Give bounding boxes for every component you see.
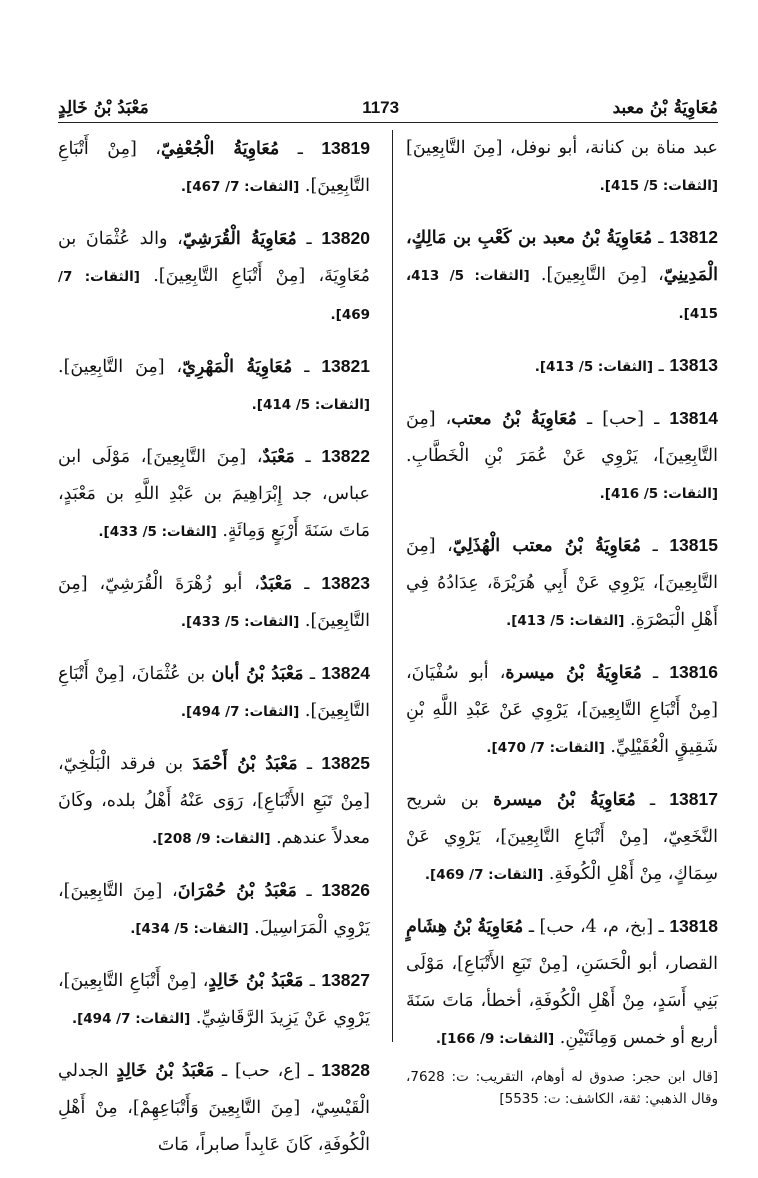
- entry: 13828 ـ [ع، حب] ـ مَعْبَدُ بْنُ خَالِدٍ الجدلي الْقَيْسِيّ، [مِنَ التَّابِعِينَ وَأَتْبَاعِهِمْ]، مِنْ أَهْلِ الْكُوفَةِ، كَانَ عَابِداً صابراً، مَاتَ: [58, 1060, 370, 1155]
- entry: 13827 ـ مَعْبَدُ بْنُ خَالِدٍ، [مِنْ أَتْبَاعِ التَّابِعِينَ]، يَرْوِي عَنْ يَزِيدَ الرَّقَاشِيِّ. [الثقات: 7/ 494].: [58, 970, 370, 1028]
- entry-number: 13814: [669, 408, 719, 428]
- entry-number: 13824: [321, 663, 370, 683]
- entry-source: [الثقات: 5/ 416].: [599, 486, 718, 502]
- entry-name: مُعَاوِيَةُ بْنُ معبد بن كَعْبِ بن مَالِكٍ، الْمَدِينِيّ: [406, 228, 718, 285]
- entry-number: 13828: [321, 1060, 370, 1080]
- entry-text: ، [مِنْ أَتْبَاعِ التَّابِعِينَ].: [58, 139, 370, 196]
- entry-source: [الثقات: 7/ 470].: [486, 740, 605, 756]
- entry-source: [الثقات: 5/ 415].: [599, 178, 718, 194]
- entry: 13825 ـ مَعْبَدُ بْنُ أَحْمَدَ بن فرقد الْبَلْخِيّ، [مِنْ تَبَعِ الأَتْبَاعِ]، رَوَى عَنْهُ أَهْلُ بلده، وكَانَ معدلاً عندهم. [الثقات: 9/ 208].: [58, 753, 370, 848]
- header-right-title: مُعَاوِيَةُ بْنُ معبد: [612, 98, 718, 118]
- entry-source: [الثقات: 5/ 414].: [251, 397, 370, 413]
- entry: 13823 ـ مَعْبَدٌ، أبو زُهْرَةَ الْقُرَشِيّ، [مِنَ التَّابِعِينَ]. [الثقات: 5/ 433].: [58, 573, 370, 631]
- entry-text: الجدلي الْقَيْسِيّ، [مِنَ التَّابِعِينَ وَأَتْبَاعِهِمْ]، مِنْ أَهْلِ الْكُوفَةِ، كَانَ عَابِداً صابراً، مَاتَ: [58, 1061, 370, 1155]
- entry: 13816 ـ مُعَاوِيَةُ بْنُ ميسرة، أبو سُفْيَانَ، [مِنْ أَتْبَاعِ التَّابِعِينَ]، يَرْوِي عَنْ عَبْدِ اللَّهِ بْنِ شَقِيقٍ الْعُقَيْلِيِّ. [الثقات: 7/ 470].: [406, 662, 718, 757]
- entry-name: مَعْبَدُ بْنُ أَحْمَدَ: [192, 754, 298, 774]
- entry-number: 13813: [669, 355, 718, 375]
- entry-source: [الثقات: 7/ 469].: [58, 269, 370, 323]
- entry-codes: [حب]: [602, 409, 644, 429]
- entry-name: مُعَاوِيَةُ الْقُرَشِيّ: [182, 229, 297, 249]
- entry: 13822 ـ مَعْبَدٌ، [مِنَ التَّابِعِينَ]، مَوْلَى ابن عباس، جد إِبْرَاهِيمَ بن عَبْدِ اللَّهِ بن مَعْبَدٍ، مَاتَ سَنَةَ أَرْبَعٍ وَمِائَةٍ. [الثقات: 5/ 433].: [58, 446, 370, 541]
- entry-source: [الثقات: 5/ 433].: [98, 524, 217, 540]
- entry: 13814 ـ [حب] ـ مُعَاوِيَةُ بْنُ معتب، [مِنَ التَّابِعِينَ]، يَرْوِي عَنْ عُمَرَ بْنِ الْخَطَّابِ. [الثقات: 5/ 416].: [406, 408, 719, 502]
- entry-source: [الثقات: 5/ 434].: [130, 921, 249, 937]
- entry-source: [الثقات: 5/ 413].: [506, 613, 625, 629]
- entry-text: القصار، أبو الْحَسَنِ، [مِنْ تَبَعِ الأَتْبَاعِ]، مَوْلَى بَنِي أَسَدٍ، مِنْ أَهْلِ الْكُوفَةِ، أخطأ، مَاتَ سَنَةَ أربع أو خمس وَمِائَتَيْنِ.: [406, 954, 718, 1048]
- entry-number: 13827: [321, 970, 370, 990]
- entry: [406, 130, 718, 205]
- entry-name: مُعَاوِيَةُ بْنُ معتب الْهُذَلِيّ: [452, 536, 641, 556]
- entry-text: ، [مِنَ التَّابِعِينَ]، يَرْوِي عَنْ أَبِي هُرَيْرَةَ، عِدَادُهُ فِي أَهْلِ الْبَصْرَةِ.: [406, 536, 718, 630]
- entry-name: مُعَاوِيَةُ الْمَهْرِيّ: [182, 357, 293, 377]
- entry-codes: [بخ، م، 4، حب]: [539, 917, 654, 937]
- entry-number: 13815: [669, 535, 718, 555]
- entry-name: مَعْبَدُ بْنُ خَالِدٍ: [208, 971, 304, 991]
- entry-source: [الثقات: 5/ 413، 415].: [406, 268, 718, 322]
- column-divider: [392, 130, 393, 1042]
- entry: 13820 ـ مُعَاوِيَةُ الْقُرَشِيّ، والد عُثْمَانَ بن مُعَاوِيَةَ، [مِنْ أَتْبَاعِ التَّابِعِينَ]. [الثقات: 7/ 469].: [58, 228, 370, 323]
- entry-name: مُعَاوِيَةُ بْنُ ميسرة: [493, 790, 636, 810]
- entry-text: ، [مِنَ التَّابِعِينَ].: [58, 357, 183, 377]
- entry-number: 13819: [321, 138, 370, 158]
- entry-text: ، [مِنَ التَّابِعِينَ]، يَرْوِي عَنْ عُمَرَ بْنِ الْخَطَّابِ.: [406, 409, 718, 466]
- entry-source: [الثقات: 7/ 467].: [180, 179, 300, 195]
- entry: 13826 ـ مَعْبَدُ بْنُ حُمْرَانَ، [مِنَ التَّابِعِينَ]، يَرْوِي الْمَرَاسِيلَ. [الثقات: 5/ 434].: [58, 880, 370, 938]
- entry-source: [الثقات: 9/ 166].: [435, 1031, 555, 1047]
- entry-text: ، [مِنَ التَّابِعِينَ].: [540, 265, 664, 285]
- entry-source: [الثقات: 9/ 208].: [152, 831, 271, 847]
- entry-number: 13820: [321, 228, 370, 248]
- entry-number: 13821: [321, 356, 370, 376]
- entry-text: بن شريح النَّخَعِيّ، [مِنْ أَتْبَاعِ التَّابِعِينَ]، يَرْوِي عَنْ سِمَاكٍ، مِنْ أَهْلِ الْكُوفَةِ.: [406, 790, 718, 884]
- entry-name: مُعَاوِيَةُ بْنُ معتب: [451, 409, 577, 429]
- entry: 13819 ـ مُعَاوِيَةُ الْجُعْفِيّ، [مِنْ أَتْبَاعِ التَّابِعِينَ]. [الثقات: 7/ 467].: [58, 138, 370, 196]
- entry-number: 13825: [321, 753, 370, 773]
- entry: 13813 ـ [الثقات: 5/ 413].: [534, 355, 718, 376]
- entry-text: ، [مِنَ التَّابِعِينَ]، مَوْلَى ابن عباس، جد إِبْرَاهِيمَ بن عَبْدِ اللَّهِ بن مَعْبَدٍ، مَاتَ سَنَةَ أَرْبَعٍ وَمِائَةٍ.: [58, 447, 370, 541]
- entry-source: [الثقات: 5/ 433].: [180, 614, 300, 630]
- entry-number: 13816: [669, 662, 718, 682]
- entry: 13815 ـ مُعَاوِيَةُ بْنُ معتب الْهُذَلِيّ، [مِنَ التَّابِعِينَ]، يَرْوِي عَنْ أَبِي هُرَيْرَةَ، عِدَادُهُ فِي أَهْلِ الْبَصْرَةِ. [الثقات: 5/ 413].: [406, 535, 718, 630]
- entry-source: [الثقات: 7/ 494].: [180, 704, 300, 720]
- entry-name: مَعْبَدُ بْنُ أبان: [211, 664, 304, 684]
- entry-source: [الثقات: 7/ 469].: [424, 867, 544, 883]
- entry-number: 13812: [669, 227, 718, 247]
- entry-codes: [ع، حب]: [234, 1061, 301, 1081]
- left-column: [58, 130, 370, 1178]
- entry-number: 13826: [321, 880, 370, 900]
- entry-name: مَعْبَدٌ: [262, 447, 295, 467]
- entry-number: 13823: [321, 573, 370, 593]
- entry-text: بن عُثْمَانَ، [مِنْ أَتْبَاعِ التَّابِعِينَ].: [58, 664, 370, 721]
- entry-name: مُعَاوِيَةُ بْنُ ميسرة: [505, 663, 642, 683]
- entry: 13812 ـ مُعَاوِيَةُ بْنُ معبد بن كَعْبِ بن مَالِكٍ، الْمَدِينِيّ، [مِنَ التَّابِعِينَ]. [الثقات: 5/ 413، 415].: [406, 227, 718, 322]
- page-header: [58, 82, 718, 123]
- entry-source: [الثقات: 5/ 413].: [534, 359, 654, 375]
- entry-name: مَعْبَدٌ: [259, 574, 293, 594]
- entry: 13821 ـ مُعَاوِيَةُ الْمَهْرِيّ، [مِنَ التَّابِعِينَ]. [الثقات: 5/ 414].: [58, 356, 370, 413]
- entry-text: ، أبو زُهْرَةَ الْقُرَشِيّ، [مِنَ التَّابِعِينَ].: [58, 574, 370, 631]
- page-number: 1173: [362, 98, 400, 117]
- right-column: [406, 130, 718, 1110]
- entry: 13824 ـ مَعْبَدُ بْنُ أبان بن عُثْمَانَ، [مِنْ أَتْبَاعِ التَّابِعِينَ]. [الثقات: 7/ 494].: [58, 663, 370, 721]
- entry-name: مَعْبَدُ بْنُ خَالِدٍ: [116, 1061, 215, 1081]
- entry: 13818 ـ [بخ، م، 4، حب] ـ مُعَاوِيَةُ بْنُ هِشَامٍ القصار، أبو الْحَسَنِ، [مِنْ تَبَعِ الأَتْبَاعِ]، مَوْلَى بَنِي أَسَدٍ، مِنْ أَهْلِ الْكُوفَةِ، أخطأ، مَاتَ سَنَةَ أربع أو خمس وَمِائَتَيْنِ. [الثقات: 9/ 166].: [406, 916, 718, 1048]
- entry-text: بن فرقد الْبَلْخِيّ، [مِنْ تَبَعِ الأَتْبَاعِ]، رَوَى عَنْهُ أَهْلُ بلده، وكَانَ معدلاً عندهم.: [58, 754, 370, 848]
- entry-name: مُعَاوِيَةُ بْنُ هِشَامٍ: [406, 917, 524, 937]
- entry-text: ، [مِنَ التَّابِعِينَ]، يَرْوِي الْمَرَاسِيلَ.: [58, 881, 370, 938]
- entry-number: 13818: [669, 916, 718, 936]
- entry-name: مَعْبَدُ بْنُ حُمْرَانَ: [177, 881, 297, 901]
- entry-source: [الثقات: 7/ 494].: [71, 1011, 191, 1027]
- entry-text: ، [مِنْ أَتْبَاعِ التَّابِعِينَ]، يَرْوِي عَنْ يَزِيدَ الرَّقَاشِيِّ.: [58, 971, 370, 1028]
- entry: 13817 ـ مُعَاوِيَةُ بْنُ ميسرة بن شريح النَّخَعِيّ، [مِنْ أَتْبَاعِ التَّابِعِينَ]، يَرْوِي عَنْ سِمَاكٍ، مِنْ أَهْلِ الْكُوفَةِ. [الثقات: 7/ 469].: [406, 789, 718, 884]
- entry-name: مُعَاوِيَةُ الْجُعْفِيّ: [160, 139, 280, 159]
- entry-number: 13817: [669, 789, 718, 809]
- entry-text: عبد مناة بن كنانة، أبو نوفل، [مِنَ التَّابِعِينَ]: [406, 138, 718, 158]
- entry-footnote: [قال ابن حجر: صدوق له أوهام، التقريب: ت: 7628، وقال الذهبي: ثقة، الكاشف: ت: 5535]: [406, 1069, 718, 1107]
- entry-text: ، والد عُثْمَانَ بن مُعَاوِيَةَ، [مِنْ أَتْبَاعِ التَّابِعِينَ].: [58, 229, 370, 286]
- entry-text: ، أبو سُفْيَانَ، [مِنْ أَتْبَاعِ التَّابِعِينَ]، يَرْوِي عَنْ عَبْدِ اللَّهِ بْنِ شَقِيقٍ الْعُقَيْلِيِّ.: [406, 663, 718, 757]
- header-left-title: مَعْبَدُ بْنُ خَالِدٍ: [58, 98, 149, 118]
- entry-number: 13822: [321, 446, 370, 466]
